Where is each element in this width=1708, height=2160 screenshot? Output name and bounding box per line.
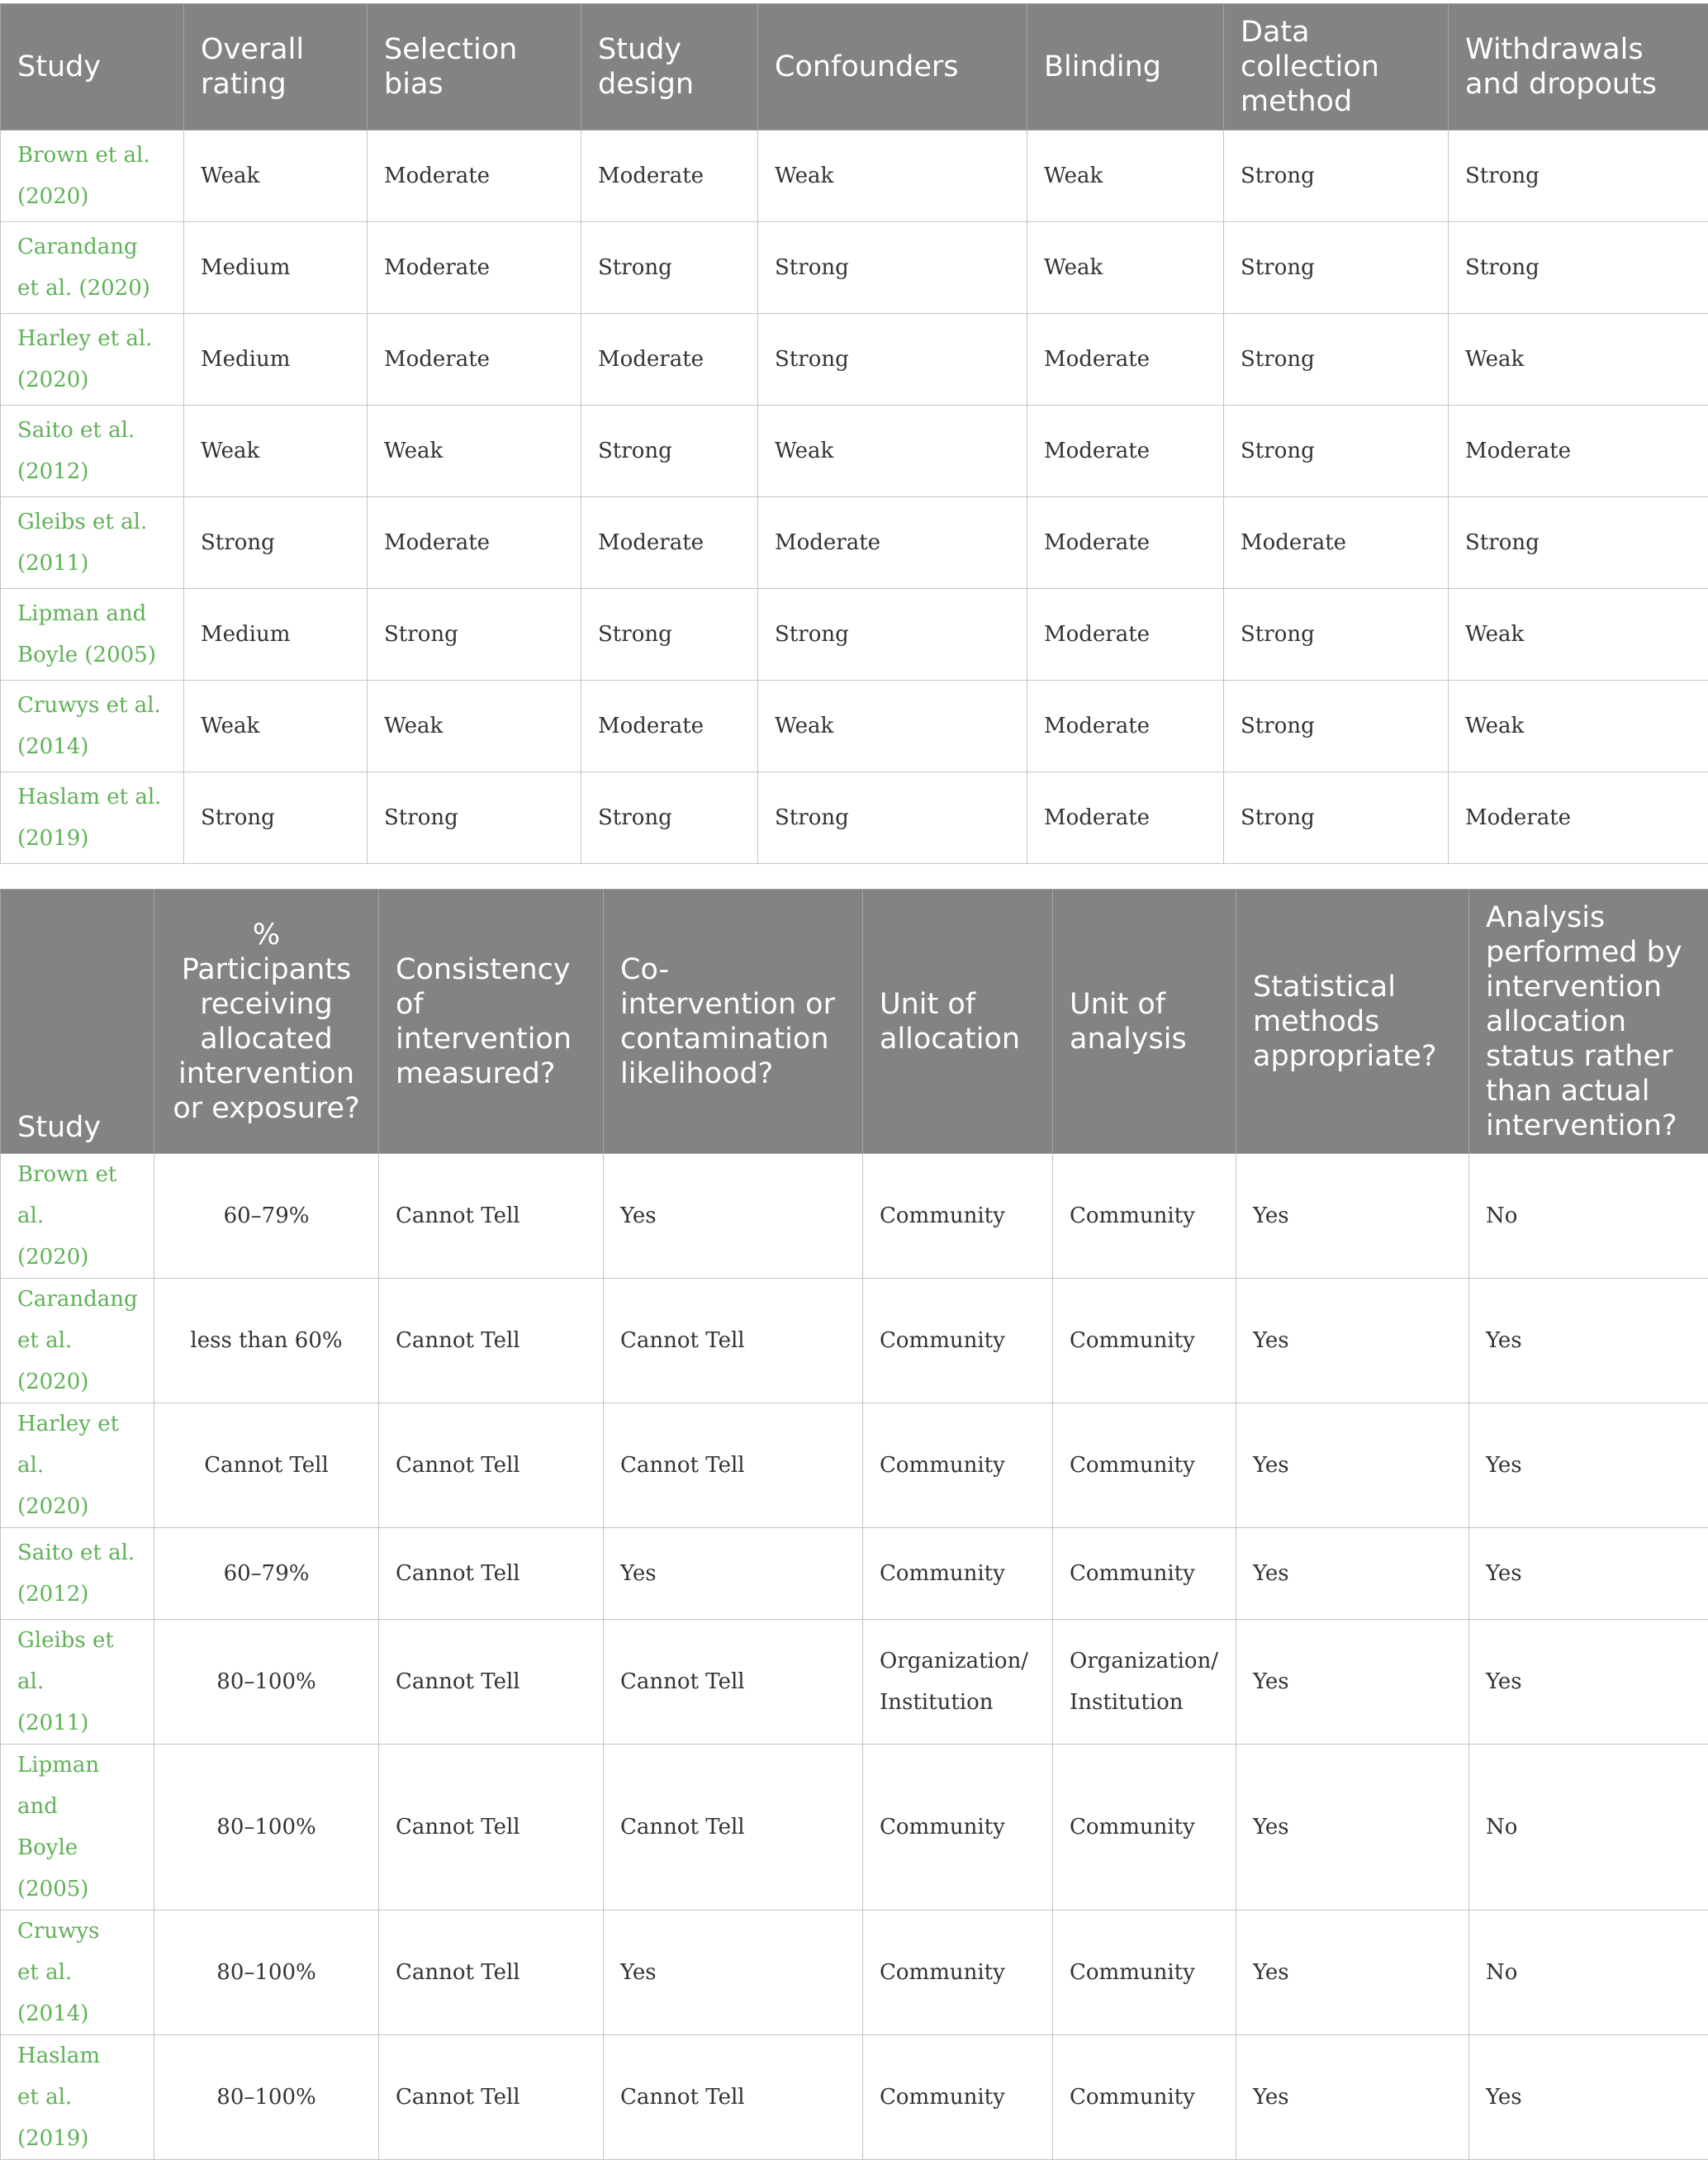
analysis-allocation-cell: No — [1469, 1154, 1708, 1279]
participants-cell: 60–79% — [154, 1528, 379, 1620]
co-intervention-cell: Cannot Tell — [604, 2035, 863, 2160]
blinding-cell: Moderate — [1027, 772, 1224, 864]
overall-rating-cell: Strong — [184, 772, 368, 864]
study-cell: Brown et al. (2020) — [1, 1154, 154, 1279]
data-collection-cell: Strong — [1224, 681, 1449, 772]
analysis-allocation-cell: Yes — [1469, 1528, 1708, 1620]
withdrawals-cell: Strong — [1449, 497, 1708, 589]
consistency-cell: Cannot Tell — [379, 1745, 604, 1911]
study-design-cell: Strong — [581, 589, 758, 681]
analysis-allocation-cell: No — [1469, 1911, 1708, 2035]
unit-analysis-cell: Community — [1053, 1279, 1236, 1403]
co-intervention-cell: Cannot Tell — [604, 1279, 863, 1403]
overall-rating-cell: Strong — [184, 497, 368, 589]
data-collection-cell: Strong — [1224, 131, 1449, 222]
participants-cell: 80–100% — [154, 1745, 379, 1911]
study-cell: Lipman and Boyle (2005) — [1, 1745, 154, 1911]
data-collection-cell: Strong — [1224, 406, 1449, 497]
blinding-cell: Moderate — [1027, 589, 1224, 681]
statistical-methods-cell: Yes — [1236, 1911, 1469, 2035]
analysis-allocation-cell: Yes — [1469, 1279, 1708, 1403]
header-co-intervention: Co- intervention or contamination likelihood? — [604, 890, 863, 1154]
overall-rating-cell: Weak — [184, 681, 368, 772]
co-intervention-cell: Cannot Tell — [604, 1403, 863, 1528]
intervention-integrity-table — [0, 889, 1708, 2160]
header-study: Study — [1, 890, 154, 1154]
analysis-allocation-cell: Yes — [1469, 2035, 1708, 2160]
confounders-cell: Weak — [758, 406, 1027, 497]
selection-bias-cell: Strong — [368, 589, 581, 681]
study-design-cell: Moderate — [581, 681, 758, 772]
header-overall-rating: Overall rating — [184, 4, 368, 131]
table-row — [1, 1279, 1708, 1403]
header-unit-of-allocation: Unit of allocation — [863, 890, 1053, 1154]
statistical-methods-cell: Yes — [1236, 1620, 1469, 1745]
withdrawals-cell: Moderate — [1449, 406, 1708, 497]
unit-analysis-cell: Community — [1053, 1528, 1236, 1620]
unit-allocation-cell: Community — [863, 1154, 1053, 1279]
co-intervention-cell: Cannot Tell — [604, 1620, 863, 1745]
quality-assessment-table — [0, 3, 1708, 864]
study-design-cell: Moderate — [581, 314, 758, 406]
overall-rating-cell: Weak — [184, 406, 368, 497]
unit-analysis-cell: Community — [1053, 2035, 1236, 2160]
consistency-cell: Cannot Tell — [379, 2035, 604, 2160]
data-collection-cell: Strong — [1224, 589, 1449, 681]
analysis-allocation-cell: Yes — [1469, 1403, 1708, 1528]
header-blinding: Blinding — [1027, 4, 1224, 131]
blinding-cell: Weak — [1027, 131, 1224, 222]
consistency-cell: Cannot Tell — [379, 1154, 604, 1279]
withdrawals-cell: Weak — [1449, 589, 1708, 681]
confounders-cell: Strong — [758, 589, 1027, 681]
co-intervention-cell: Cannot Tell — [604, 1745, 863, 1911]
table-row — [1, 131, 1708, 222]
table-row — [1, 772, 1708, 864]
unit-allocation-cell: Community — [863, 2035, 1053, 2160]
participants-cell: 60–79% — [154, 1154, 379, 1279]
statistical-methods-cell: Yes — [1236, 2035, 1469, 2160]
header-unit-of-analysis: Unit of analysis — [1053, 890, 1236, 1154]
blinding-cell: Weak — [1027, 222, 1224, 314]
header-selection-bias: Selection bias — [368, 4, 581, 131]
study-cell: Harley et al. (2020) — [1, 1403, 154, 1528]
withdrawals-cell: Moderate — [1449, 772, 1708, 864]
table-row — [1, 589, 1708, 681]
selection-bias-cell: Weak — [368, 406, 581, 497]
table-row — [1, 681, 1708, 772]
data-collection-cell: Strong — [1224, 222, 1449, 314]
unit-allocation-cell: Community — [863, 1911, 1053, 2035]
overall-rating-cell: Weak — [184, 131, 368, 222]
consistency-cell: Cannot Tell — [379, 1620, 604, 1745]
study-design-cell: Strong — [581, 772, 758, 864]
table-row — [1, 497, 1708, 589]
selection-bias-cell: Moderate — [368, 222, 581, 314]
confounders-cell: Moderate — [758, 497, 1027, 589]
confounders-cell: Strong — [758, 222, 1027, 314]
header-study: Study — [1, 4, 184, 131]
table-row — [1, 314, 1708, 406]
statistical-methods-cell: Yes — [1236, 1403, 1469, 1528]
unit-allocation-cell: Community — [863, 1745, 1053, 1911]
study-cell: Haslam et al. (2019) — [1, 2035, 154, 2160]
study-design-cell: Moderate — [581, 131, 758, 222]
header-study-design: Study design — [581, 4, 758, 131]
table-row — [1, 1620, 1708, 1745]
consistency-cell: Cannot Tell — [379, 1279, 604, 1403]
selection-bias-cell: Moderate — [368, 131, 581, 222]
header-data-collection-method: Data collection method — [1224, 4, 1449, 131]
table-row — [1, 1403, 1708, 1528]
study-design-cell: Strong — [581, 406, 758, 497]
withdrawals-cell: Strong — [1449, 222, 1708, 314]
study-cell: Haslam et al. (2019) — [1, 772, 184, 864]
study-cell: Saito et al. (2012) — [1, 406, 184, 497]
study-cell: Cruwys et al. (2014) — [1, 681, 184, 772]
data-collection-cell: Moderate — [1224, 497, 1449, 589]
study-design-cell: Strong — [581, 222, 758, 314]
unit-analysis-cell: Community — [1053, 1745, 1236, 1911]
statistical-methods-cell: Yes — [1236, 1745, 1469, 1911]
consistency-cell: Cannot Tell — [379, 1403, 604, 1528]
confounders-cell: Weak — [758, 131, 1027, 222]
unit-analysis-cell: Organization/ Institution — [1053, 1620, 1236, 1745]
table-row — [1, 1911, 1708, 2035]
withdrawals-cell: Weak — [1449, 681, 1708, 772]
blinding-cell: Moderate — [1027, 497, 1224, 589]
statistical-methods-cell: Yes — [1236, 1528, 1469, 1620]
unit-allocation-cell: Organization/ Institution — [863, 1620, 1053, 1745]
unit-analysis-cell: Community — [1053, 1403, 1236, 1528]
table-row — [1, 1528, 1708, 1620]
consistency-cell: Cannot Tell — [379, 1911, 604, 2035]
unit-allocation-cell: Community — [863, 1403, 1053, 1528]
study-design-cell: Moderate — [581, 497, 758, 589]
study-cell: Brown et al. (2020) — [1, 131, 184, 222]
study-cell: Gleibs et al. (2011) — [1, 497, 184, 589]
study-cell: Cruwys et al. (2014) — [1, 1911, 154, 2035]
co-intervention-cell: Yes — [604, 1911, 863, 2035]
study-cell: Lipman and Boyle (2005) — [1, 589, 184, 681]
participants-cell: 80–100% — [154, 1911, 379, 2035]
table-row — [1, 1154, 1708, 1279]
selection-bias-cell: Moderate — [368, 497, 581, 589]
withdrawals-cell: Strong — [1449, 131, 1708, 222]
unit-analysis-cell: Community — [1053, 1911, 1236, 2035]
table-row — [1, 2035, 1708, 2160]
table-header-row — [1, 4, 1708, 131]
unit-analysis-cell: Community — [1053, 1154, 1236, 1279]
participants-cell: 80–100% — [154, 2035, 379, 2160]
selection-bias-cell: Weak — [368, 681, 581, 772]
confounders-cell: Weak — [758, 681, 1027, 772]
header-confounders: Confounders — [758, 4, 1027, 131]
overall-rating-cell: Medium — [184, 222, 368, 314]
blinding-cell: Moderate — [1027, 681, 1224, 772]
study-cell: Carandang et al. (2020) — [1, 222, 184, 314]
overall-rating-cell: Medium — [184, 589, 368, 681]
header-withdrawals-dropouts: Withdrawals and dropouts — [1449, 4, 1708, 131]
confounders-cell: Strong — [758, 772, 1027, 864]
header-consistency-measured: Consistency of intervention measured? — [379, 890, 604, 1154]
header-participants-receiving: % Participants receiving allocated intervention or exposure? — [154, 890, 379, 1154]
selection-bias-cell: Strong — [368, 772, 581, 864]
statistical-methods-cell: Yes — [1236, 1154, 1469, 1279]
analysis-allocation-cell: No — [1469, 1745, 1708, 1911]
table-row — [1, 222, 1708, 314]
overall-rating-cell: Medium — [184, 314, 368, 406]
table-header-row — [1, 890, 1708, 1154]
study-cell: Saito et al. (2012) — [1, 1528, 154, 1620]
co-intervention-cell: Yes — [604, 1154, 863, 1279]
header-statistical-methods: Statistical methods appropriate? — [1236, 890, 1469, 1154]
analysis-allocation-cell: Yes — [1469, 1620, 1708, 1745]
study-cell: Carandang et al. (2020) — [1, 1279, 154, 1403]
selection-bias-cell: Moderate — [368, 314, 581, 406]
study-cell: Harley et al. (2020) — [1, 314, 184, 406]
participants-cell: less than 60% — [154, 1279, 379, 1403]
consistency-cell: Cannot Tell — [379, 1528, 604, 1620]
unit-allocation-cell: Community — [863, 1528, 1053, 1620]
blinding-cell: Moderate — [1027, 314, 1224, 406]
statistical-methods-cell: Yes — [1236, 1279, 1469, 1403]
table-row — [1, 1745, 1708, 1911]
blinding-cell: Moderate — [1027, 406, 1224, 497]
study-cell: Gleibs et al. (2011) — [1, 1620, 154, 1745]
confounders-cell: Strong — [758, 314, 1027, 406]
participants-cell: 80–100% — [154, 1620, 379, 1745]
participants-cell: Cannot Tell — [154, 1403, 379, 1528]
header-analysis-by-allocation: Analysis performed by intervention allocation status rather than actual intervention? — [1469, 890, 1708, 1154]
table-row — [1, 406, 1708, 497]
unit-allocation-cell: Community — [863, 1279, 1053, 1403]
data-collection-cell: Strong — [1224, 314, 1449, 406]
data-collection-cell: Strong — [1224, 772, 1449, 864]
withdrawals-cell: Weak — [1449, 314, 1708, 406]
co-intervention-cell: Yes — [604, 1528, 863, 1620]
